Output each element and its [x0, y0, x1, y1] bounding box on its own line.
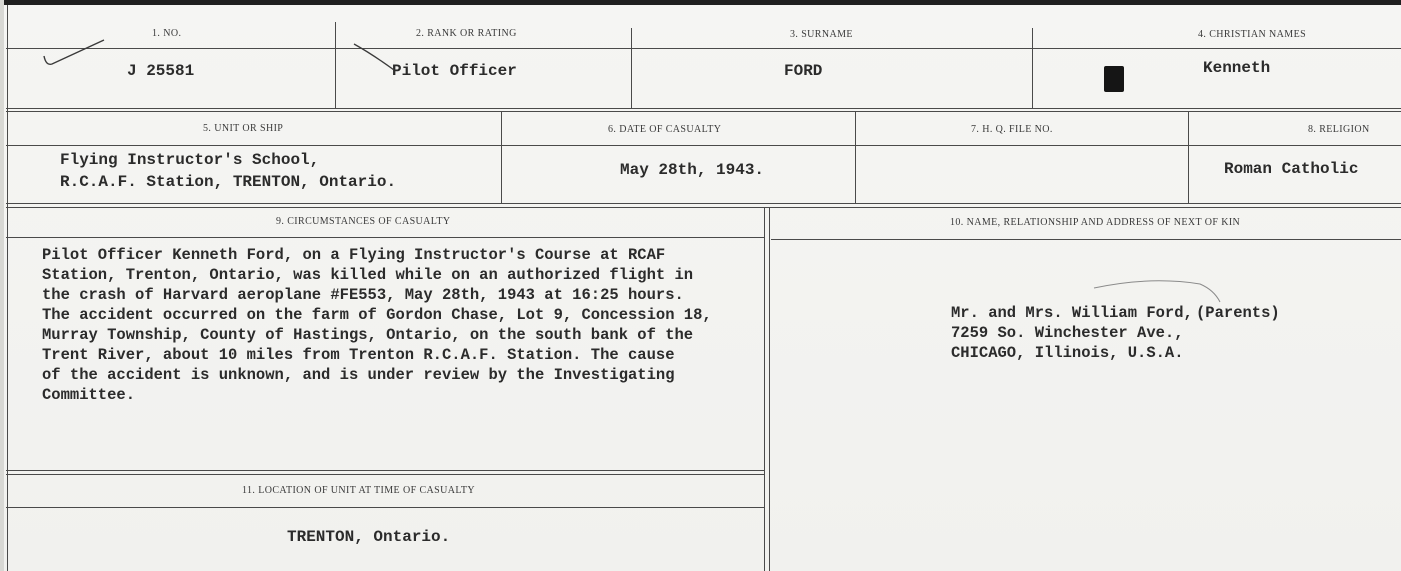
rule-location-top-b	[6, 474, 764, 475]
rule-circumstances-label	[6, 237, 764, 238]
rule-row2-top	[6, 111, 1401, 112]
circumstances-line-3: the crash of Harvard aeroplane #FE553, May 28th, 1943 at 16:25 hours.	[42, 286, 684, 304]
rule-row2-label	[6, 145, 1401, 146]
check-mark-number	[38, 34, 118, 74]
circumstances-line-8: Committee.	[42, 386, 136, 404]
rule-col-no-rank	[335, 22, 336, 109]
rule-col-surname-names	[1032, 28, 1033, 109]
rule-kin-label	[771, 239, 1401, 240]
label-christian-names: 4. CHRISTIAN NAMES	[1198, 29, 1307, 40]
rule-row1-label	[336, 48, 1401, 49]
label-unit: 5. UNIT OR SHIP	[203, 123, 284, 134]
label-hq-file: 7. H. Q. FILE NO.	[971, 124, 1053, 135]
label-religion: 8. RELIGION	[1308, 124, 1370, 135]
rule-col-file-religion	[1188, 112, 1189, 204]
next-of-kin-line1: Mr. and Mrs. William Ford,	[951, 304, 1193, 322]
circumstances-text	[42, 245, 712, 405]
rule-left-border	[7, 5, 8, 571]
redaction-mark	[1104, 66, 1124, 92]
service-number: J 25581	[127, 62, 195, 80]
unit-line1: Flying Instructor's School,	[60, 151, 320, 169]
rule-col-unit-date	[501, 112, 502, 204]
christian-names-value: Kenneth	[1203, 59, 1271, 77]
label-circumstances: 9. CIRCUMSTANCES OF CASUALTY	[276, 216, 451, 227]
label-number: 1. NO.	[152, 28, 182, 39]
next-of-kin-line3: CHICAGO, Illinois, U.S.A.	[951, 344, 1184, 362]
rule-row2-bottom	[6, 203, 1401, 204]
pencil-stroke	[1090, 276, 1230, 316]
label-surname: 3. SURNAME	[790, 29, 853, 40]
religion-value: Roman Catholic	[1224, 160, 1359, 178]
check-mark-rank	[350, 40, 410, 80]
rule-col-circ-kin-a	[764, 207, 765, 571]
circumstances-line-6: Trent River, about 10 miles from Trenton R.C.A.F. Station. The cause	[42, 346, 675, 364]
circumstances-line-1: Pilot Officer Kenneth Ford, on a Flying Instructor's Course at RCAF	[42, 246, 666, 264]
rule-col-rank-surname	[631, 28, 632, 109]
circumstances-line-5: Murray Township, County of Hastings, Ontario, on the south bank of the	[42, 326, 694, 344]
scan-top-edge	[0, 0, 1401, 5]
unit-line2: R.C.A.F. Station, TRENTON, Ontario.	[60, 173, 397, 191]
next-of-kin-relationship: (Parents)	[1196, 304, 1280, 322]
scan-left-edge	[0, 0, 4, 571]
surname-value: FORD	[784, 62, 823, 80]
rule-row3-top	[6, 207, 1401, 208]
circumstances-line-4: The accident occurred on the farm of Gordon Chase, Lot 9, Concession 18,	[42, 306, 712, 324]
location-value: TRENTON, Ontario.	[287, 528, 451, 546]
circumstances-line-2: Station, Trenton, Ontario, was killed while on an authorized flight in	[42, 266, 694, 284]
rule-col-date-file	[855, 112, 856, 204]
date-value: May 28th, 1943.	[620, 161, 765, 179]
label-rank: 2. RANK OR RATING	[416, 28, 517, 39]
rule-location-top-a	[6, 470, 764, 471]
rule-row1-bottom	[6, 108, 1401, 109]
next-of-kin-line2: 7259 So. Winchester Ave.,	[951, 324, 1184, 342]
rule-location-label	[6, 507, 764, 508]
label-next-of-kin: 10. NAME, RELATIONSHIP AND ADDRESS OF NEXT OF KIN	[950, 217, 1241, 228]
label-location: 11. LOCATION OF UNIT AT TIME OF CASUALTY	[242, 485, 476, 496]
rank-value: Pilot Officer	[392, 62, 517, 80]
circumstances-line-7: of the accident is unknown, and is under review by the Investigating	[42, 366, 675, 384]
label-date: 6. DATE OF CASUALTY	[608, 124, 722, 135]
rule-col-circ-kin-b	[769, 207, 770, 571]
